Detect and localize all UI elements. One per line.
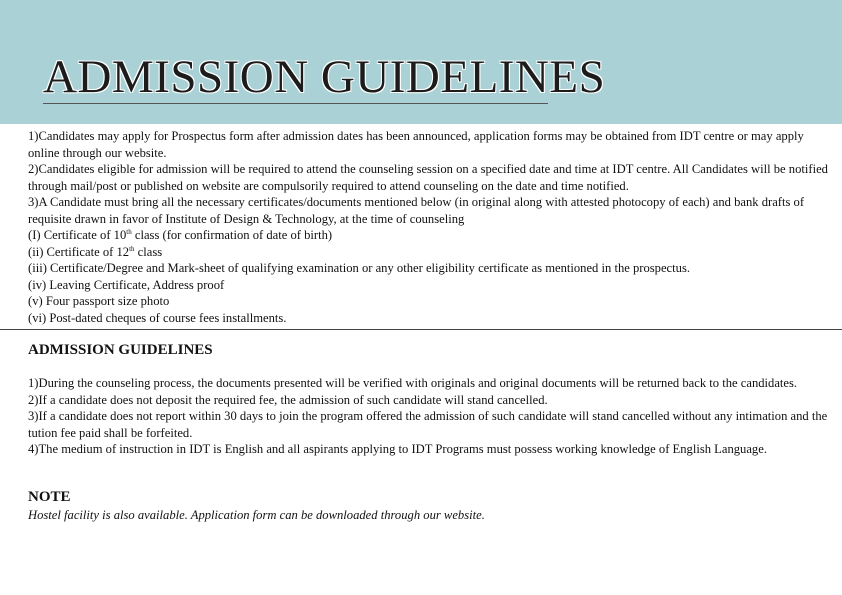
section-2-heading: ADMISSION GUIDELINES bbox=[28, 342, 213, 358]
guideline-paragraph-1: 1)Candidates may apply for Prospectus form after admission dates has been announced, application forms may be obtained from IDT centre or may apply online through our website. bbox=[28, 129, 804, 160]
banner-title: ADMISSION GUIDELINES bbox=[43, 51, 606, 103]
document-item: (iv) Leaving Certificate, Address proof bbox=[28, 277, 225, 292]
section-divider bbox=[0, 329, 842, 330]
banner-underline bbox=[43, 103, 548, 104]
guidelines-section-2 bbox=[28, 375, 833, 458]
header-banner bbox=[0, 0, 842, 124]
note-heading: NOTE bbox=[28, 489, 71, 505]
document-item: (vi) Post-dated cheques of course fees installments. bbox=[28, 310, 287, 325]
guideline-paragraph-3: 3)A Candidate must bring all the necessary certificates/documents mentioned below (in original along with attested photocopy of each) and bank drafts of requisite drawn in favor of Institute of Design & Technology, at the time of counseling bbox=[28, 195, 805, 226]
note-text: Hostel facility is also available. Application form can be downloaded through our website. bbox=[28, 508, 485, 522]
guidelines-section-1 bbox=[28, 128, 828, 326]
document-item: (ii) Certificate of 12th class bbox=[28, 244, 163, 259]
guideline-paragraph: 3)If a candidate does not report within 30 days to join the program offered the admission of such candidate will stand cancelled without any intimation and the tution fee paid shall be forfeited. bbox=[28, 409, 828, 440]
guideline-paragraph: 4)The medium of instruction in IDT is English and all aspirants applying to IDT Programs must possess working knowledge of English Language. bbox=[28, 442, 767, 456]
guideline-paragraph-2: 2)Candidates eligible for admission will be required to attend the counseling session on a specified date and time at IDT centre. All Candidates will be notified through mail/post or published on website are compulsorily required to attend counseling on the date and time notified. bbox=[28, 162, 828, 193]
document-item: (iii) Certificate/Degree and Mark-sheet of qualifying examination or any other eligibility certificate as mentioned in the prospectus. bbox=[28, 261, 690, 275]
guideline-paragraph: 2)If a candidate does not deposit the required fee, the admission of such candidate will stand cancelled. bbox=[28, 392, 548, 407]
document-list bbox=[28, 227, 828, 326]
document-item: (I) Certificate of 10th class (for confirmation of date of birth) bbox=[28, 228, 333, 242]
document-item: (v) Four passport size photo bbox=[28, 294, 170, 308]
guideline-paragraph: 1)During the counseling process, the documents presented will be verified with originals and original documents will be returned back to the candidates. bbox=[28, 376, 798, 390]
